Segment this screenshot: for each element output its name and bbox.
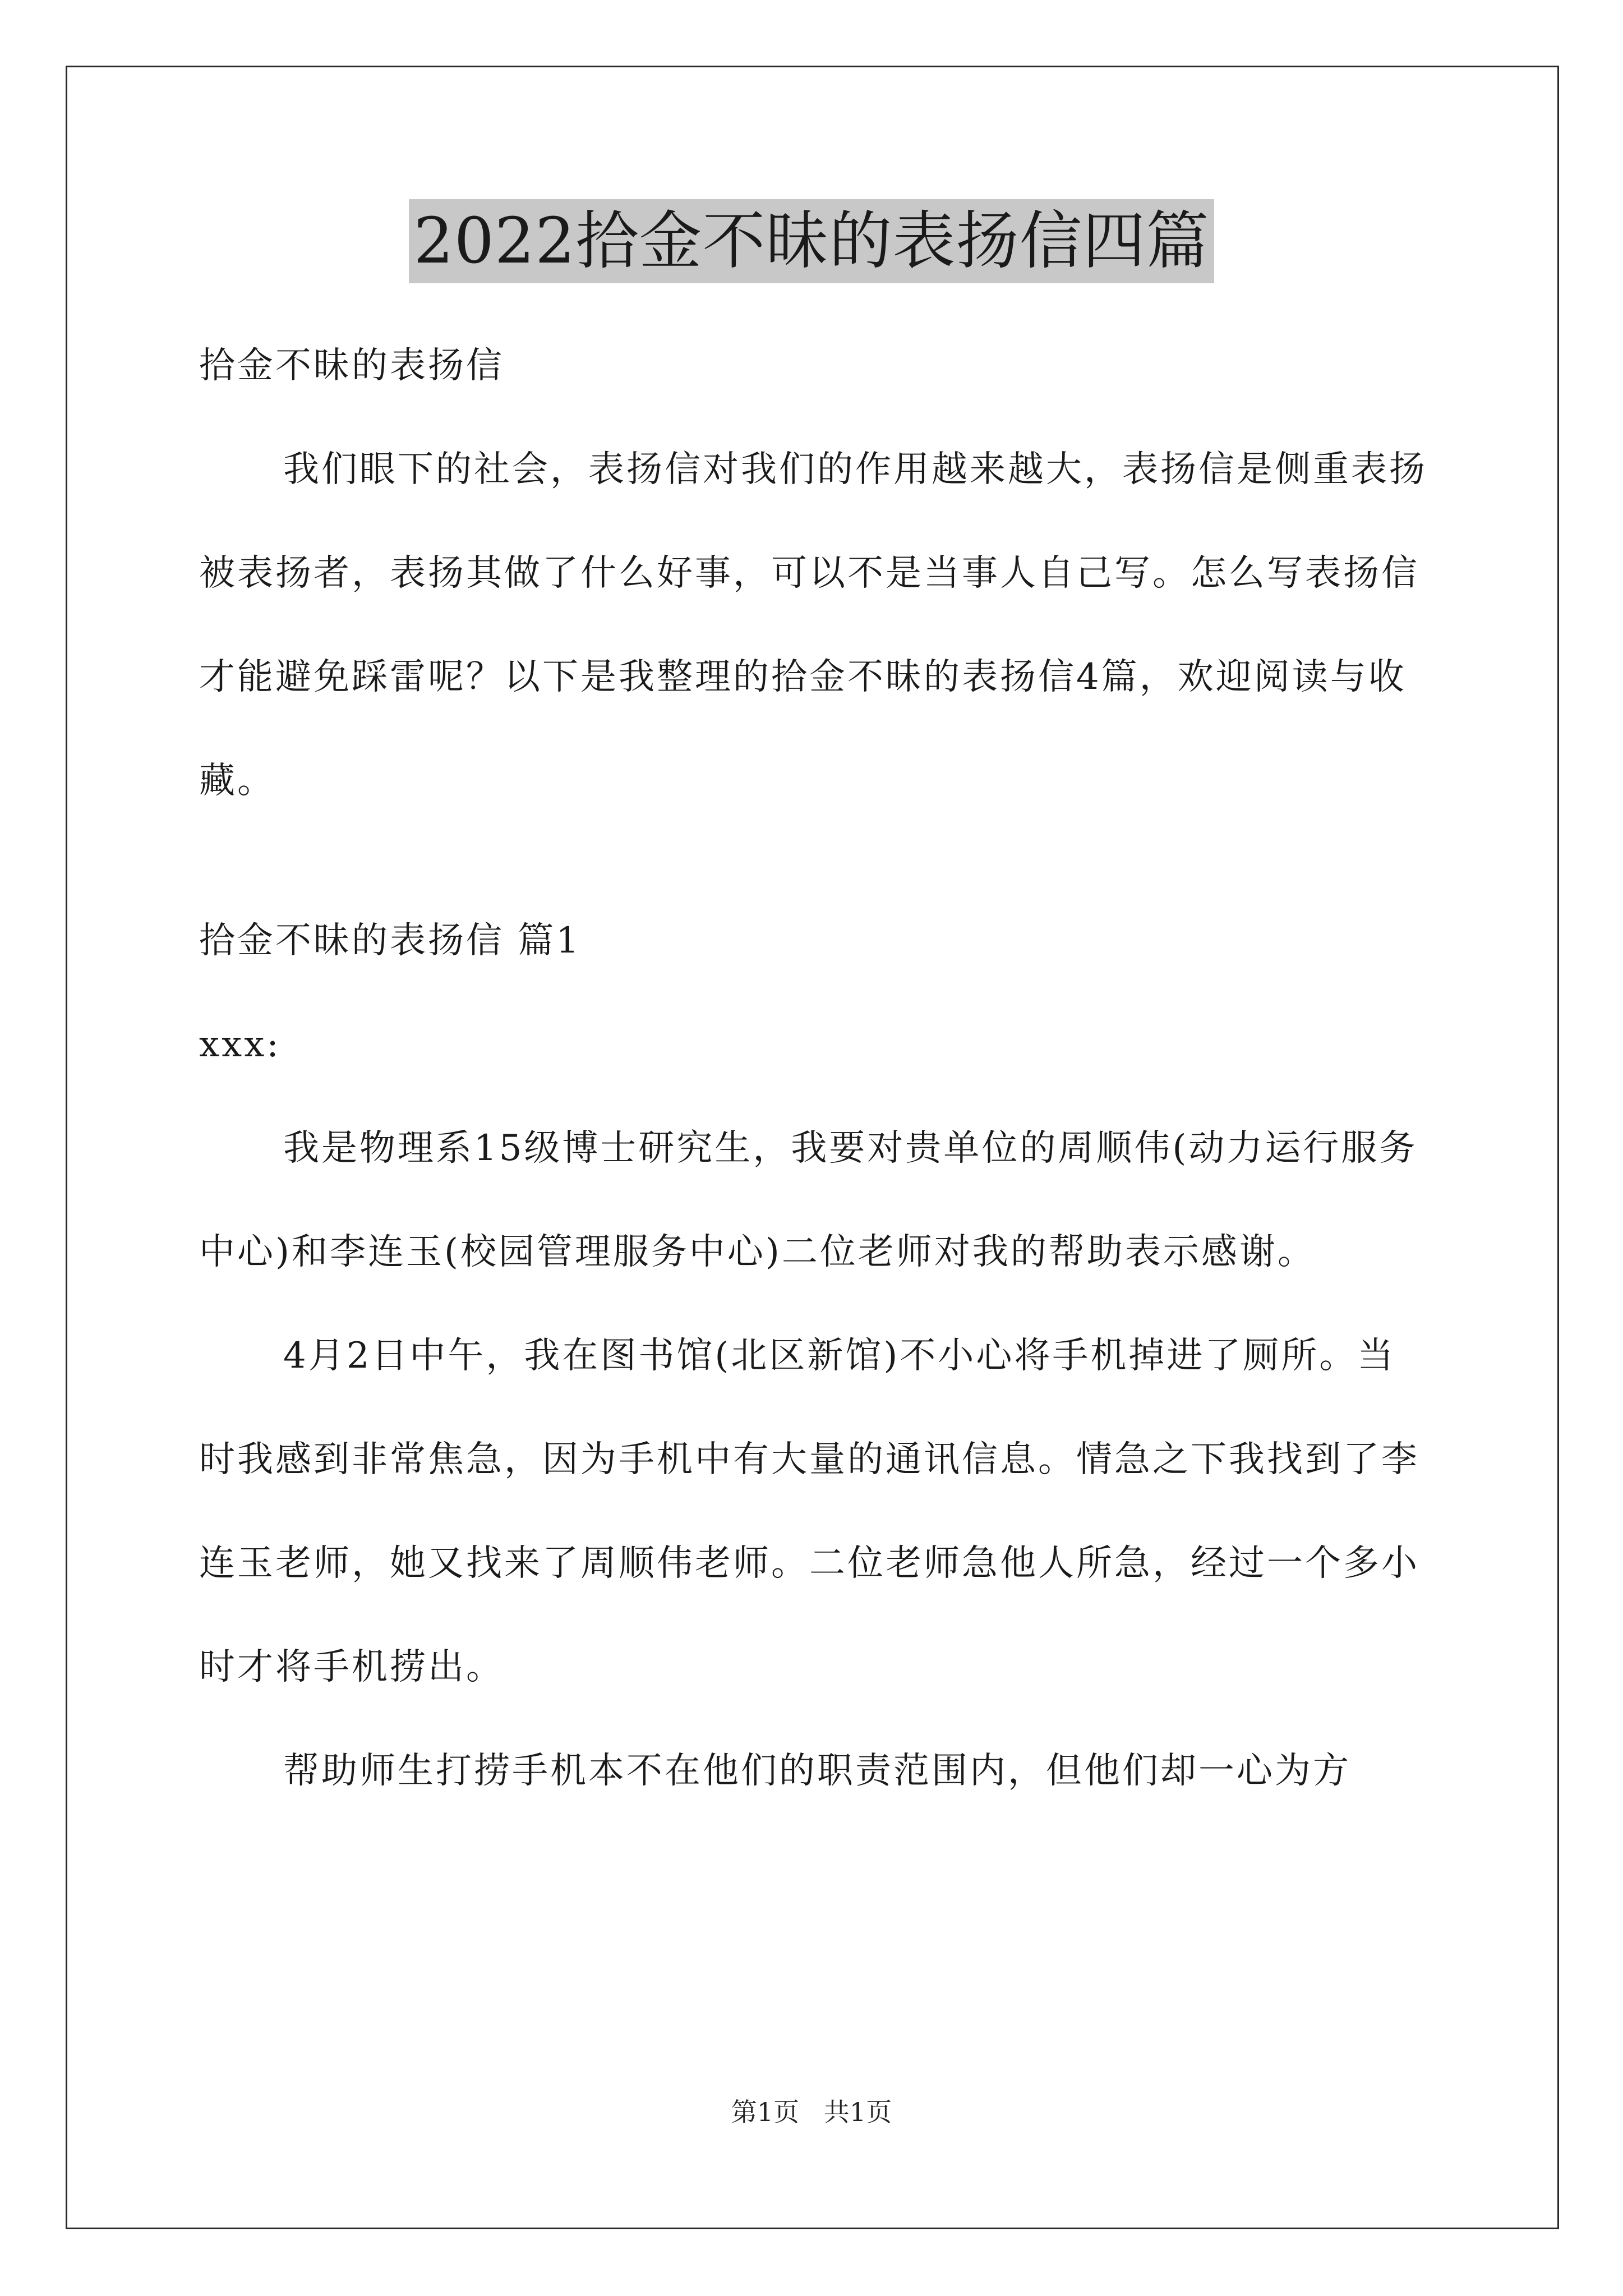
salutation: xxx: — [199, 1024, 281, 1065]
title-container — [0, 199, 1623, 283]
letter-heading: 拾金不昧的表扬信 篇1 — [199, 920, 582, 961]
intro-paragraph: 我们眼下的社会，表扬信对我们的作用越来越大，表扬信是侧重表扬被表扬者，表扬其做了什么好事，可以不是当事人自己写。怎么写表扬信才能避免踩雷呢？以下是我整理的拾金不昧的表扬信4篇，欢迎阅读与收藏。 — [199, 449, 1427, 802]
body-paragraph: 4月2日中午，我在图书馆(北区新馆)不小心将手机掉进了厕所。当时我感到非常焦急，因为手机中有大量的通讯信息。情急之下我找到了李连玉老师，她又找来了周顺伟老师。二位老师急他人所急，经过一个多小时才将手机捞出。 — [199, 1335, 1419, 1688]
page-footer: 第1页 共1页 — [731, 2097, 892, 2127]
section-heading: 拾金不昧的表扬信 — [199, 345, 504, 386]
body-paragraph: 帮助师生打捞手机本不在他们的职责范围内，但他们却一心为方 — [283, 1750, 1351, 1792]
body-paragraph: 我是物理系15级博士研究生，我要对贵单位的周顺伟(动力运行服务中心)和李连玉(校园管理服务中心)二位老师对我的帮助表示感谢。 — [199, 1128, 1418, 1273]
document-body — [199, 314, 1433, 1823]
document-title: 2022拾金不昧的表扬信四篇 — [409, 199, 1214, 283]
